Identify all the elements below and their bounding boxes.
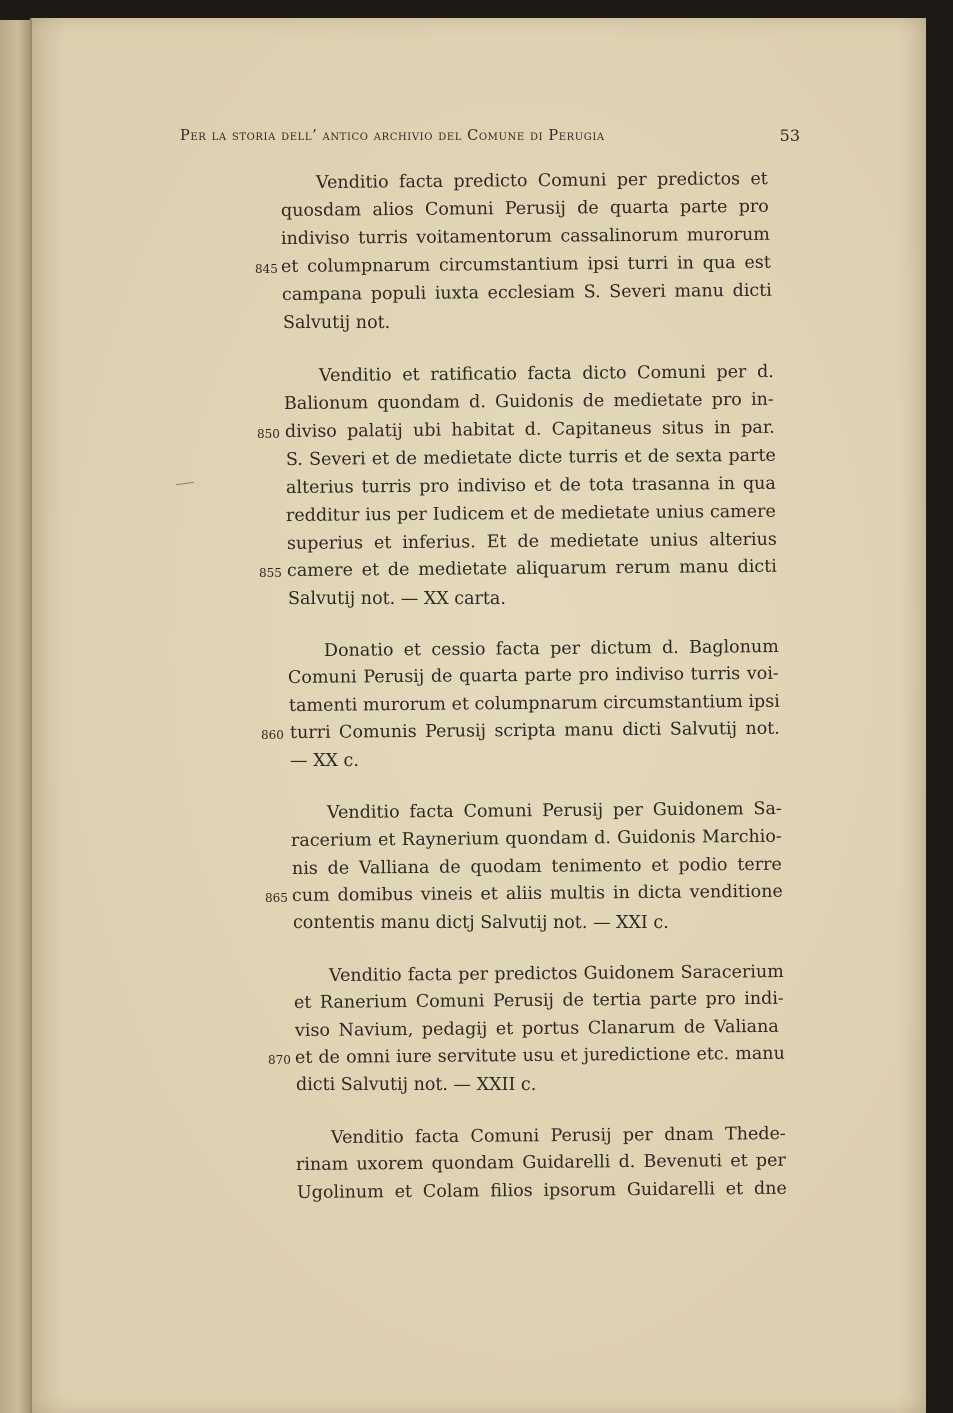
text-line: — XX c.	[290, 751, 359, 771]
text-line: diviso palatij ubi habitat d. Capitaneus situs in par.	[284, 417, 775, 442]
text-line: et Ranerium Comuni Perusij de tertia parte pro indi-	[293, 988, 784, 1013]
line-number: 845	[255, 262, 278, 276]
text-line: Venditio facta Comuni Perusij per dnam Thede-	[330, 1124, 786, 1148]
text-line: S. Severi et de medietate dicte turris et de sexta parte	[285, 445, 776, 470]
text-line: cum domibus vineis et aliis multis in dicta venditione	[291, 881, 783, 906]
text-line: nis de Valliana de quodam tenimento et podio terre	[291, 854, 782, 879]
text-line: redditur ius per Iudicem et de medietate unius camere	[285, 501, 776, 526]
text-line: Comuni Perusij de quarta parte pro indiviso turris voi-	[287, 663, 779, 688]
page-gutter	[30, 18, 32, 1413]
text-line: Venditio facta per predictos Guidonem Saracerium	[328, 962, 784, 986]
text-line: rinam uxorem quondam Guidarelli d. Bevenuti et per	[295, 1150, 786, 1175]
text-line: indiviso turris voitamentorum cassalinorum murorum	[280, 224, 770, 249]
text-line: viso Navium, pedagij et portus Clanarum de Valiana	[294, 1016, 779, 1041]
line-number: 860	[261, 728, 284, 742]
text-line: racerium et Raynerium quondam d. Guidonis Marchio-	[290, 826, 782, 851]
text-line: et columpnarum circumstantium ipsi turri in qua est	[280, 252, 771, 277]
line-number: 855	[259, 566, 282, 580]
line-number: 850	[257, 427, 280, 441]
text-line: contentis manu dictj Salvutij not. — XXI c.	[293, 913, 669, 933]
text-line: Ugolinum et Colam filios ipsorum Guidarelli et dne	[296, 1178, 787, 1203]
text-line: turri Comunis Perusij scripta manu dicti Salvutij not.	[289, 718, 780, 743]
facing-page-edge	[0, 20, 30, 1413]
text-line: Donatio et cessio facta per dictum d. Baglonum	[323, 637, 779, 661]
text-line: camere et de medietate aliquarum rerum manu dicti	[286, 556, 777, 581]
text-line: Venditio facta Comuni Perusij per Guidonem Sa-	[326, 799, 782, 823]
page-number: 53	[779, 126, 800, 145]
running-header	[180, 128, 800, 144]
text-line: et de omni iure servitute usu et juredictione etc. manu	[294, 1043, 785, 1068]
line-number: 865	[265, 891, 288, 905]
text-line: Balionum quondam d. Guidonis de medietate pro in-	[283, 389, 774, 414]
text-line: superius et inferius. Et de medietate unius alterius	[286, 529, 777, 554]
text-line: alterius turris pro indiviso et de tota trasanna in qua	[285, 473, 776, 498]
text-line: campana populi iuxta ecclesiam S. Severi manu dicti	[281, 280, 772, 305]
text-line: Salvutij not. — XX carta.	[288, 589, 506, 609]
text-line: quosdam alios Comuni Perusij de quarta parte pro	[280, 196, 769, 221]
text-line: Venditio et ratificatio facta dicto Comuni per d.	[318, 362, 774, 386]
line-number: 870	[268, 1053, 291, 1067]
text-line: tamenti murorum et columpnarum circumstantium ipsi	[288, 691, 780, 716]
text-line: Venditio facta predicto Comuni per predictos et	[315, 169, 768, 193]
text-line: Salvutij not.	[283, 313, 391, 333]
text-line: dicti Salvutij not. — XXII c.	[296, 1075, 537, 1095]
running-header-title: Per la storia dell’ antico archivio del Comune di Perugia	[180, 128, 605, 144]
